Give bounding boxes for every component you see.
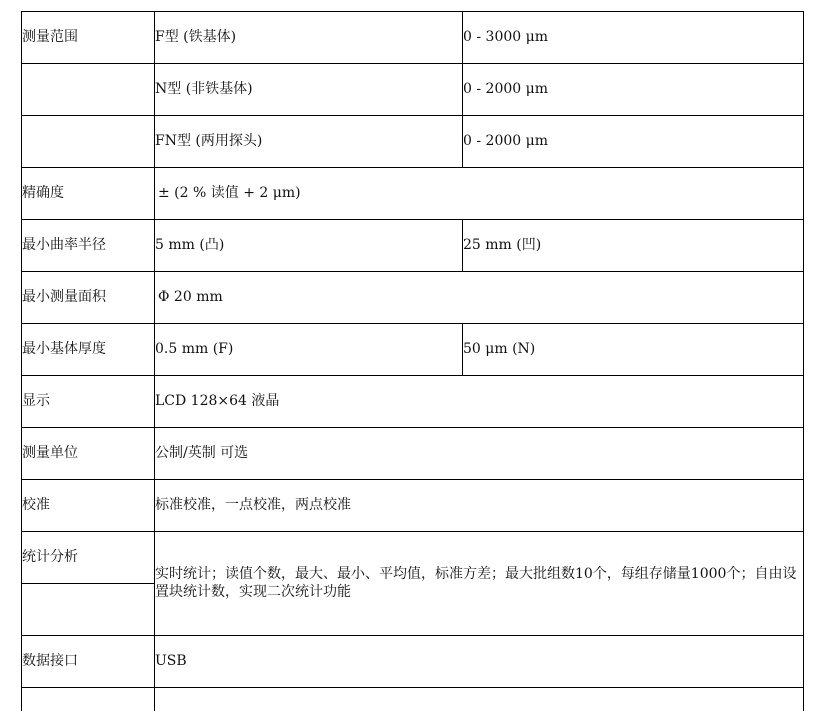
curvature-label: 最小曲率半径 (22, 237, 106, 253)
row-divider (21, 583, 155, 584)
range-n-type: N型 (非铁基体) (155, 81, 253, 97)
thickness-f: 0.5 mm (F) (155, 341, 234, 357)
calibration-label: 校准 (22, 497, 50, 513)
range-n-value: 0 - 2000 μm (463, 81, 548, 97)
interface-value: USB (155, 653, 187, 669)
range-fn-value: 0 - 2000 μm (463, 133, 548, 149)
unit-label: 测量单位 (22, 445, 78, 461)
curvature-concave: 25 mm (凹) (463, 237, 542, 253)
row-divider (21, 687, 804, 688)
curvature-convex: 5 mm (凸) (155, 237, 225, 253)
accuracy-label: 精确度 (22, 185, 64, 201)
thickness-label: 最小基体厚度 (22, 341, 106, 357)
area-label: 最小测量面积 (22, 289, 106, 305)
interface-label: 数据接口 (22, 653, 78, 669)
display-value: LCD 128×64 液晶 (155, 393, 280, 409)
calibration-value: 标准校准，一点校准，两点校准 (155, 497, 351, 513)
accuracy-value: ± (2 % 读值 + 2 μm) (158, 185, 301, 201)
spec-table (21, 11, 804, 711)
thickness-n: 50 μm (N) (463, 341, 536, 357)
display-label: 显示 (22, 393, 50, 409)
col-divider (803, 11, 804, 711)
unit-value: 公制/英制 可选 (155, 445, 249, 461)
stats-value: 实时统计；读值个数，最大、最小、平均值，标准方差；最大批组数10个，每组存储量1000个；自由设置块统计数，实现二次统计功能 (155, 566, 797, 600)
range-label: 测量范围 (22, 29, 78, 45)
range-f-type: F型 (铁基体) (155, 29, 237, 45)
range-f-value: 0 - 3000 μm (463, 29, 548, 45)
area-value: Φ 20 mm (158, 289, 223, 305)
range-fn-type: FN型 (两用探头) (155, 133, 263, 149)
stats-label: 统计分析 (22, 549, 78, 565)
